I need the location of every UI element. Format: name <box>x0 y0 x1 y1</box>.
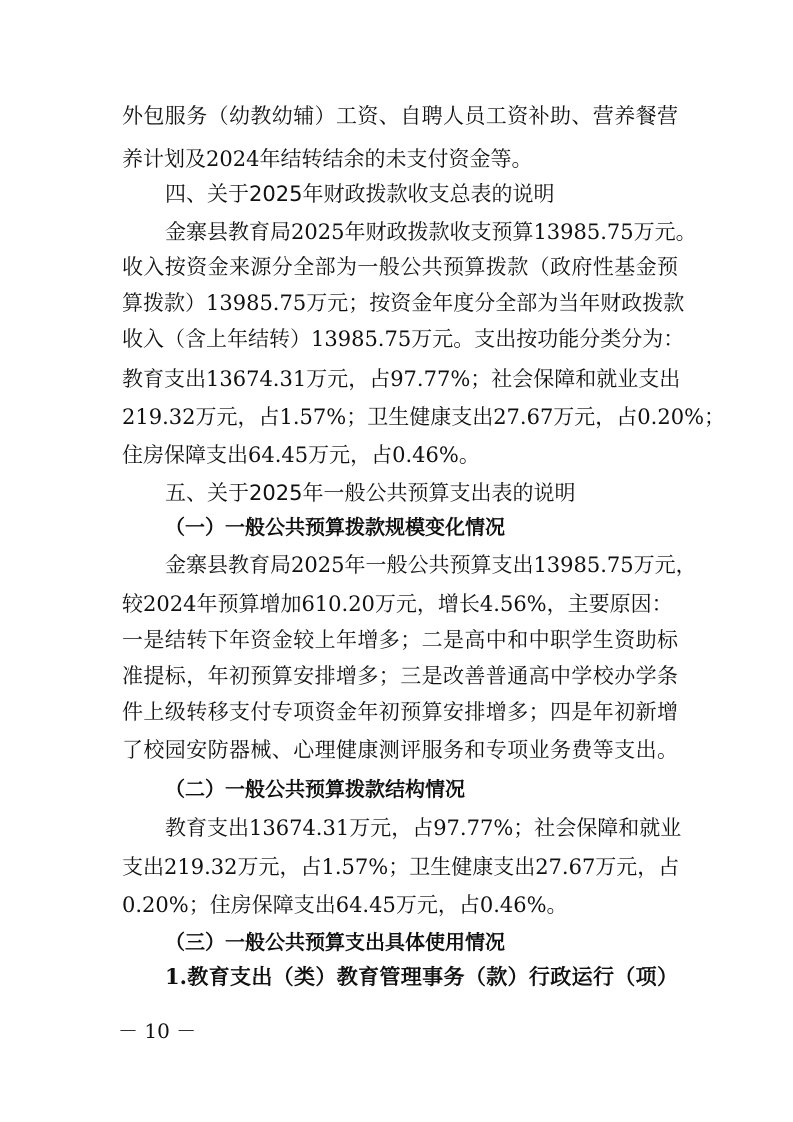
paragraph-line: 算拨款）13985.75万元；按资金年度分全部为当年财政拨款 <box>122 291 685 315</box>
item-1-heading: 1.教育支出（类）教育管理事务（款）行政运行（项） <box>165 964 678 989</box>
subsection-1-heading: （一）一般公共预算拨款规模变化情况 <box>165 515 505 539</box>
paragraph-line: 教育支出13674.31万元，占97.77%；社会保障和就业支出 <box>122 367 681 391</box>
paragraph-line: 了校园安防器械、心理健康测评服务和专项业务费等支出。 <box>122 738 678 762</box>
paragraph-line: 收入按资金来源分全部为一般公共预算拨款（政府性基金预 <box>122 255 678 279</box>
subsection-3-heading: （三）一般公共预算支出具体使用情况 <box>165 930 505 954</box>
paragraph-line: 219.32万元，占1.57%；卫生健康支出27.67万元，占0.20%； <box>122 405 726 429</box>
paragraph-line: 一是结转下年资金较上年增多；二是高中和中职学生资助标 <box>122 628 678 652</box>
paragraph-line: 养计划及2024年结转结余的未支付资金等。 <box>122 147 533 171</box>
section-5-heading: 五、关于2025年一般公共预算支出表的说明 <box>165 481 576 505</box>
paragraph-line: 较2024年预算增加610.20万元，增长4.56%，主要原因： <box>122 592 673 616</box>
paragraph-line: 金寨县教育局2025年一般公共预算支出13985.75万元， <box>165 553 697 577</box>
paragraph-line: 支出219.32万元，占1.57%；卫生健康支出27.67万元，占 <box>122 855 680 879</box>
paragraph-line: 收入（含上年结转）13985.75万元。支出按功能分类分为： <box>122 327 685 351</box>
paragraph-line: 教育支出13674.31万元，占97.77%；社会保障和就业 <box>165 816 682 840</box>
subsection-2-heading: （二）一般公共预算拨款结构情况 <box>165 777 465 801</box>
section-4-heading: 四、关于2025年财政拨款收支总表的说明 <box>165 182 555 206</box>
paragraph-line: 0.20%；住房保障支出64.45万元，占0.46%。 <box>122 893 568 917</box>
paragraph-line: 件上级转移支付专项资金年初预算安排增多；四是年初新增 <box>122 700 678 724</box>
paragraph-line: 住房保障支出64.45万元，占0.46%。 <box>122 443 480 467</box>
paragraph-line: 准提标，年初预算安排增多；三是改善普通高中学校办学条 <box>122 664 678 688</box>
page-number: － 10 － <box>118 1019 197 1043</box>
paragraph-line: 外包服务（幼教幼辅）工资、自聘人员工资补助、营养餐营 <box>122 104 678 128</box>
paragraph-line: 金寨县教育局2025年财政拨款收支预算13985.75万元。 <box>165 220 697 244</box>
